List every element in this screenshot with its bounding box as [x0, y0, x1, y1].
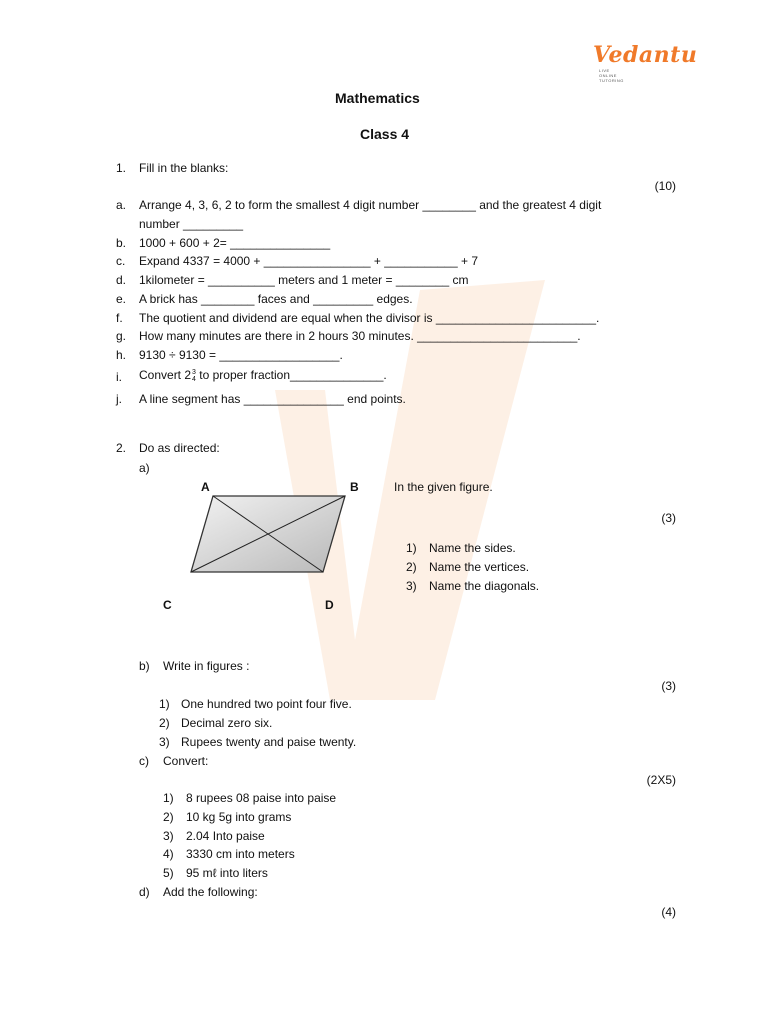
q1-item-text: Arrange 4, 3, 6, 2 to form the smallest 4 digit number ________ and the greatest 4 digit	[139, 198, 602, 212]
q2a-item-text: Name the diagonals.	[429, 579, 540, 593]
q2d-title: Add the following:	[163, 885, 258, 899]
q2b-item-num: 3)	[159, 735, 170, 749]
vertex-label-a: A	[201, 480, 210, 494]
q2c-item-text: 2.04 Into paise	[186, 829, 265, 843]
q1-item-text: A line segment has _______________ end points.	[139, 392, 406, 406]
q1-item-letter: c.	[116, 254, 126, 268]
q1-item-text	[139, 368, 387, 383]
q2a-item-text: Name the vertices.	[429, 560, 530, 574]
q1-item-letter: i.	[116, 370, 122, 384]
q1-item-text: 9130 ÷ 9130 = __________________.	[139, 348, 343, 362]
q2c-title: Convert:	[163, 754, 209, 768]
convert-text-before: Convert 2	[139, 368, 192, 382]
q2b-item-text: One hundred two point four five.	[181, 697, 352, 711]
q1-item-text: How many minutes are there in 2 hours 30 minutes. ________________________.	[139, 329, 581, 343]
q1-number: 1.	[116, 161, 127, 175]
q1-item-text: 1000 + 600 + 2= _______________	[139, 236, 331, 250]
q2c-item-text: 10 kg 5g into grams	[186, 810, 292, 824]
q2a-item-num: 3)	[406, 579, 417, 593]
q2c-marks: (2X5)	[646, 773, 676, 787]
q2c-item-num: 5)	[163, 866, 174, 880]
q2-title: Do as directed:	[139, 441, 220, 455]
q2c-item-num: 1)	[163, 791, 174, 805]
q1-item-letter: j.	[116, 392, 122, 406]
q2b-item-text: Rupees twenty and paise twenty.	[181, 735, 357, 749]
q2c-label: c)	[139, 754, 149, 768]
q2a-item-text: Name the sides.	[429, 541, 516, 555]
subject-title: Mathematics	[335, 90, 420, 106]
vertex-label-d: D	[325, 598, 334, 612]
q1-item-letter: b.	[116, 236, 127, 250]
fraction-numerator: 3	[192, 368, 196, 376]
q1-item-text: A brick has ________ faces and _________ edges.	[139, 292, 413, 306]
q2c-item-num: 2)	[163, 810, 174, 824]
q1-item-letter: f.	[116, 311, 123, 325]
q2d-label: d)	[139, 885, 150, 899]
fraction-denominator: 4	[192, 375, 196, 383]
q2a-marks: (3)	[661, 511, 676, 525]
q1-item-letter: e.	[116, 292, 127, 306]
parallelogram-figure	[185, 490, 360, 580]
q2b-title: Write in figures :	[163, 659, 250, 673]
q1-item-letter: h.	[116, 348, 127, 362]
q2b-item-num: 1)	[159, 697, 170, 711]
q2b-item-text: Decimal zero six.	[181, 716, 273, 730]
logo-text: Vedantu	[593, 42, 698, 68]
q2a-prompt: In the given figure.	[394, 480, 493, 494]
q2d-marks: (4)	[661, 905, 676, 919]
q1-item-letter: d.	[116, 273, 127, 287]
q1-title: Fill in the blanks:	[139, 161, 229, 175]
q2c-item-num: 4)	[163, 847, 174, 861]
q1-item-text: 1kilometer = __________ meters and 1 meter = ________ cm	[139, 273, 469, 287]
q2b-item-num: 2)	[159, 716, 170, 730]
q2-number: 2.	[116, 441, 127, 455]
q1-item-letter: a.	[116, 198, 127, 212]
q2a-item-num: 2)	[406, 560, 417, 574]
q2a-item-num: 1)	[406, 541, 417, 555]
q2b-label: b)	[139, 659, 150, 673]
q2c-item-text: 3330 cm into meters	[186, 847, 295, 861]
q1-item-text: Expand 4337 = 4000 + ________________ + ___________ + 7	[139, 254, 478, 268]
convert-text-after: to proper fraction______________.	[195, 368, 387, 382]
q1-marks: (10)	[654, 179, 676, 193]
q2b-marks: (3)	[661, 679, 676, 693]
q2c-item-num: 3)	[163, 829, 174, 843]
vertex-label-b: B	[350, 480, 359, 494]
q1-item-text-cont: number _________	[139, 217, 244, 231]
q1-item-letter: g.	[116, 329, 127, 343]
class-title: Class 4	[360, 126, 410, 142]
q2c-item-text: 8 rupees 08 paise into paise	[186, 791, 337, 805]
logo-tagline: LIVE ONLINE TUTORING	[599, 68, 624, 83]
vertex-label-c: C	[163, 598, 172, 612]
q2a-label: a)	[139, 461, 150, 475]
q2c-item-text: 95 mℓ into liters	[186, 866, 268, 880]
q1-item-text: The quotient and dividend are equal when the divisor is ________________________.	[139, 311, 600, 325]
